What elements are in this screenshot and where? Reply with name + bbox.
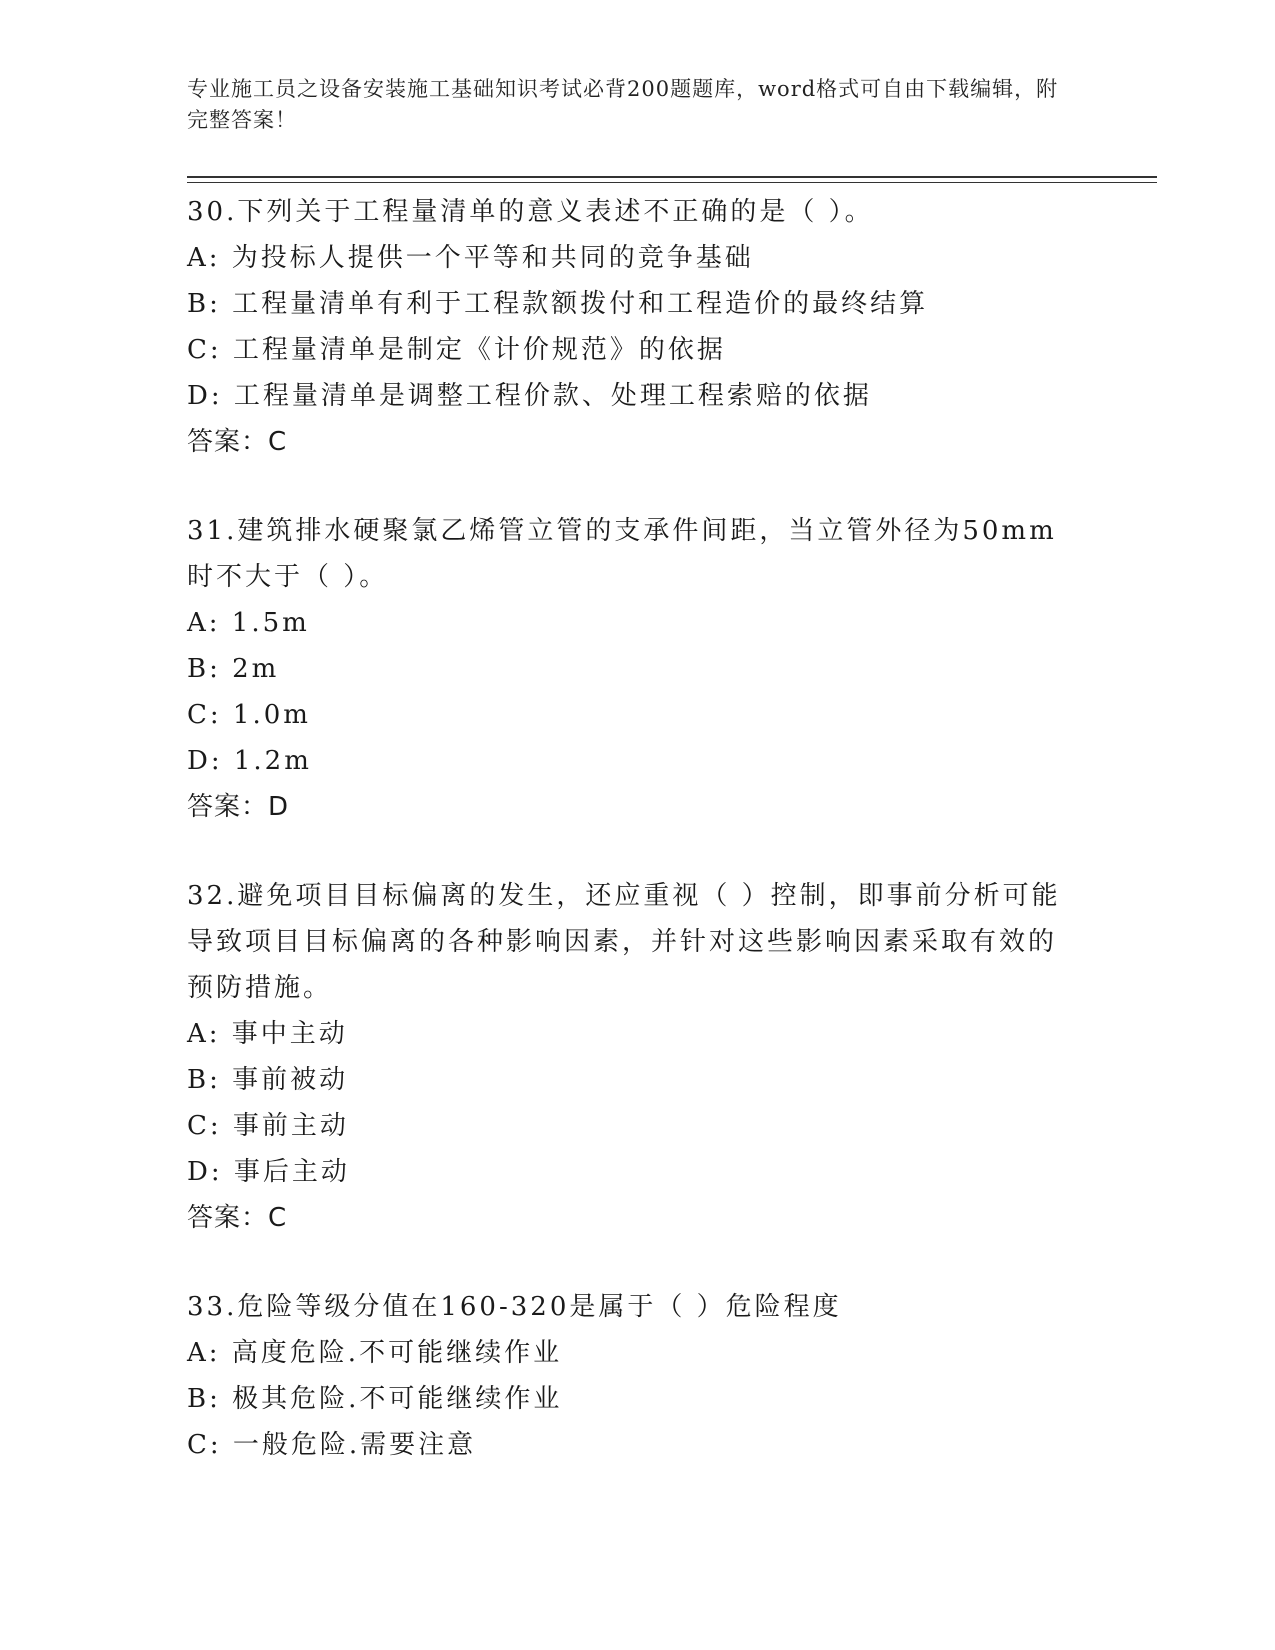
option-d: D: 1.2m	[187, 746, 312, 776]
answer-line: 答案：C	[187, 1203, 288, 1233]
option-c: C: 事前主动	[187, 1111, 349, 1141]
option-c: C: 工程量清单是制定《计价规范》的依据	[187, 335, 726, 365]
option-d: D: 工程量清单是调整工程价款、处理工程索赔的依据	[187, 381, 872, 411]
question-31	[187, 508, 1067, 830]
option-c: C: 1.0m	[187, 700, 311, 730]
option-b: B: 2m	[187, 654, 280, 684]
document-header: 专业施工员之设备安装施工基础知识考试必背200题题库，word格式可自由下载编辑，附完整答案！	[187, 77, 1059, 132]
option-d: D: 事后主动	[187, 1157, 350, 1187]
question-stem: 31.建筑排水硬聚氯乙烯管立管的支承件间距，当立管外径为50mm时不大于（ ）。	[187, 516, 1057, 592]
question-33	[187, 1284, 1067, 1468]
option-a: A: 事中主动	[187, 1019, 348, 1049]
option-b: B: 极其危险.不可能继续作业	[187, 1384, 563, 1414]
option-c: C: 一般危险.需要注意	[187, 1430, 477, 1460]
option-a: A: 高度危险.不可能继续作业	[187, 1338, 563, 1368]
header-divider-thick	[187, 176, 1157, 178]
option-a: A: 1.5m	[187, 608, 310, 638]
option-a: A: 为投标人提供一个平等和共同的竞争基础	[187, 243, 754, 273]
answer-line: 答案：D	[187, 792, 290, 822]
header-divider-thin	[187, 182, 1157, 183]
question-32	[187, 873, 1067, 1241]
question-list	[187, 189, 1067, 1468]
option-b: B: 事前被动	[187, 1065, 349, 1095]
question-stem: 33.危险等级分值在160-320是属于（ ）危险程度	[187, 1292, 842, 1322]
document-page	[187, 0, 1157, 1650]
question-spacer	[187, 465, 1067, 508]
question-stem: 32.避免项目目标偏离的发生，还应重视（ ）控制，即事前分析可能导致项目目标偏离的各种影响因素，并针对这些影响因素采取有效的预防措施。	[187, 881, 1061, 1003]
question-30	[187, 189, 1067, 465]
question-stem: 30.下列关于工程量清单的意义表述不正确的是（ ）。	[187, 197, 874, 227]
answer-line: 答案：C	[187, 427, 288, 457]
option-b: B: 工程量清单有利于工程款额拨付和工程造价的最终结算	[187, 289, 929, 319]
question-spacer	[187, 830, 1067, 873]
question-spacer	[187, 1241, 1067, 1284]
